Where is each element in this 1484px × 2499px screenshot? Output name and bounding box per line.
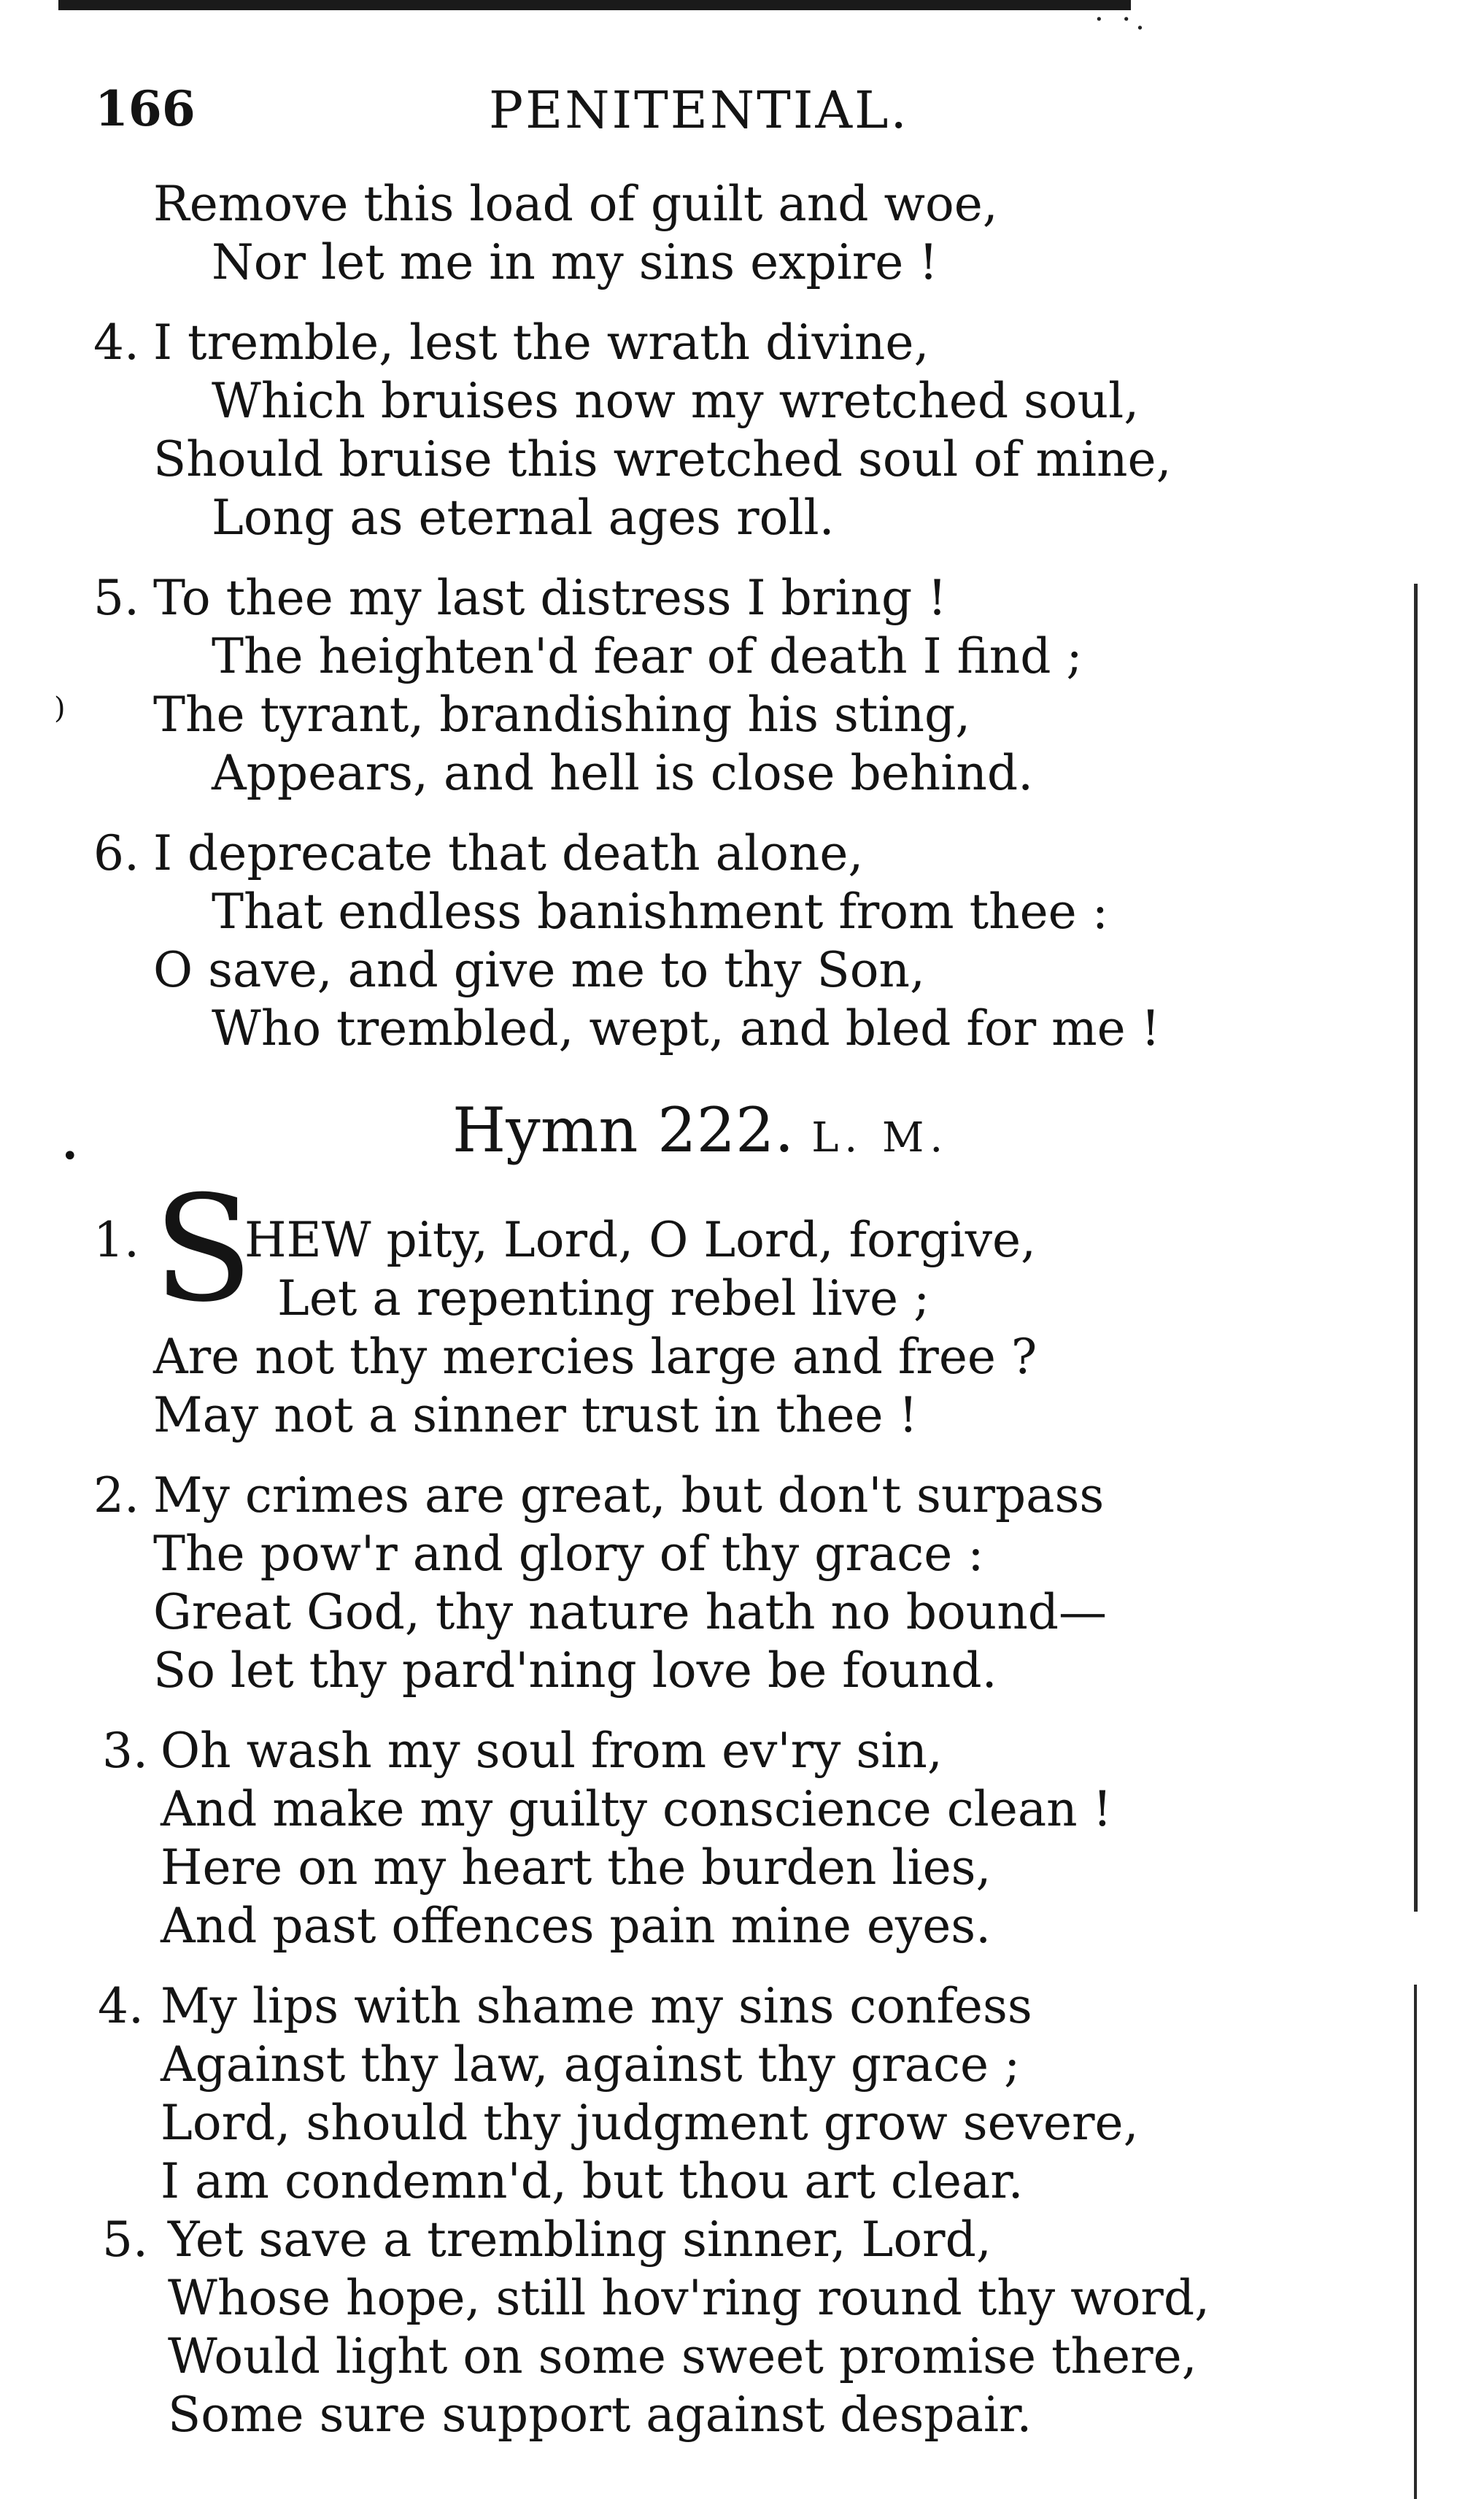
verse-line: My crimes are great, but don't surpass <box>153 1467 1105 1523</box>
gutter-rule <box>1414 584 1418 1912</box>
verse-line: I tremble, lest the wrath divine, <box>153 314 930 371</box>
verse-line: That endless banishment from thee : <box>212 884 1108 940</box>
verse-line: Some sure support against despair. <box>168 2387 1032 2443</box>
top-specks: · ·. <box>1094 3 1149 36</box>
margin-mark: ) <box>54 692 66 725</box>
verse-line: And make my guilty conscience clean ! <box>161 1781 1113 1837</box>
verse-line: Yet save a trembling sinner, Lord, <box>168 2212 992 2268</box>
drop-cap: S <box>153 1164 254 1335</box>
verse-line: The heighten'd fear of death I find ; <box>212 628 1083 684</box>
stanza-number: 4. <box>93 314 139 371</box>
verse-line: The pow'r and glory of thy grace : <box>153 1526 984 1582</box>
stanza-number: 3. <box>102 1723 148 1779</box>
hymn-title <box>452 1094 948 1166</box>
verse-line: Would light on some sweet promise there, <box>168 2328 1197 2384</box>
verse-line: Nor let me in my sins expire ! <box>212 234 938 290</box>
running-head: PENITENTIAL. <box>489 80 909 140</box>
margin-mark: • <box>61 1140 79 1173</box>
verse-line: Long as eternal ages roll. <box>212 490 835 546</box>
verse-line: Oh wash my soul from ev'ry sin, <box>161 1723 943 1779</box>
verse-line: May not a sinner trust in thee ! <box>153 1387 919 1443</box>
verse-line: Lord, should thy judgment grow severe, <box>161 2095 1139 2151</box>
stanza-number: 5. <box>102 2212 148 2268</box>
verse-line: I am condemn'd, but thou art clear. <box>161 2153 1024 2209</box>
verse-line: Should bruise this wretched soul of mine, <box>153 431 1172 487</box>
stanza-number: 5. <box>93 570 139 626</box>
verse-line: Let a repenting rebel live ; <box>277 1270 930 1326</box>
hymn-meter: L. M. <box>811 1114 949 1162</box>
verse-line: Great God, thy nature hath no bound— <box>153 1584 1107 1640</box>
page-header <box>95 73 1189 153</box>
verse-line: The tyrant, brandishing his sting, <box>153 687 971 743</box>
verse-line: Remove this load of guilt and woe, <box>153 176 998 232</box>
verse-line: HEW pity, Lord, O Lord, forgive, <box>244 1212 1037 1268</box>
verse-line: Here on my heart the burden lies, <box>161 1839 992 1896</box>
stanza-number: 2. <box>93 1467 139 1523</box>
verse-line: To thee my last distress I bring ! <box>153 570 947 626</box>
gutter-rule-lower <box>1414 1985 1417 2499</box>
stanza-number: 6. <box>93 825 139 881</box>
hymn-title-text: Hymn 222. <box>452 1094 795 1166</box>
verse-line: My lips with shame my sins confess <box>161 1978 1032 2034</box>
verse-line: Whose hope, still hov'ring round thy word, <box>168 2270 1210 2326</box>
verse-line: Are not thy mercies large and free ? <box>153 1329 1037 1385</box>
verse-line: So let thy pard'ning love be found. <box>153 1642 997 1699</box>
verse-line: Who trembled, wept, and bled for me ! <box>212 1000 1161 1057</box>
verse-line: And past offences pain mine eyes. <box>161 1898 992 1954</box>
top-rule <box>58 0 1131 10</box>
stanza-number: 1. <box>93 1212 139 1268</box>
verse-line: Against thy law, against thy grace ; <box>161 2036 1021 2093</box>
verse-line: I deprecate that death alone, <box>153 825 864 881</box>
stanza-number: 4. <box>98 1978 144 2034</box>
verse-line: Which bruises now my wretched soul, <box>212 373 1140 429</box>
verse-line: O save, and give me to thy Son, <box>153 942 925 998</box>
page-number: 166 <box>95 80 196 137</box>
verse-line: Appears, and hell is close behind. <box>212 745 1034 801</box>
